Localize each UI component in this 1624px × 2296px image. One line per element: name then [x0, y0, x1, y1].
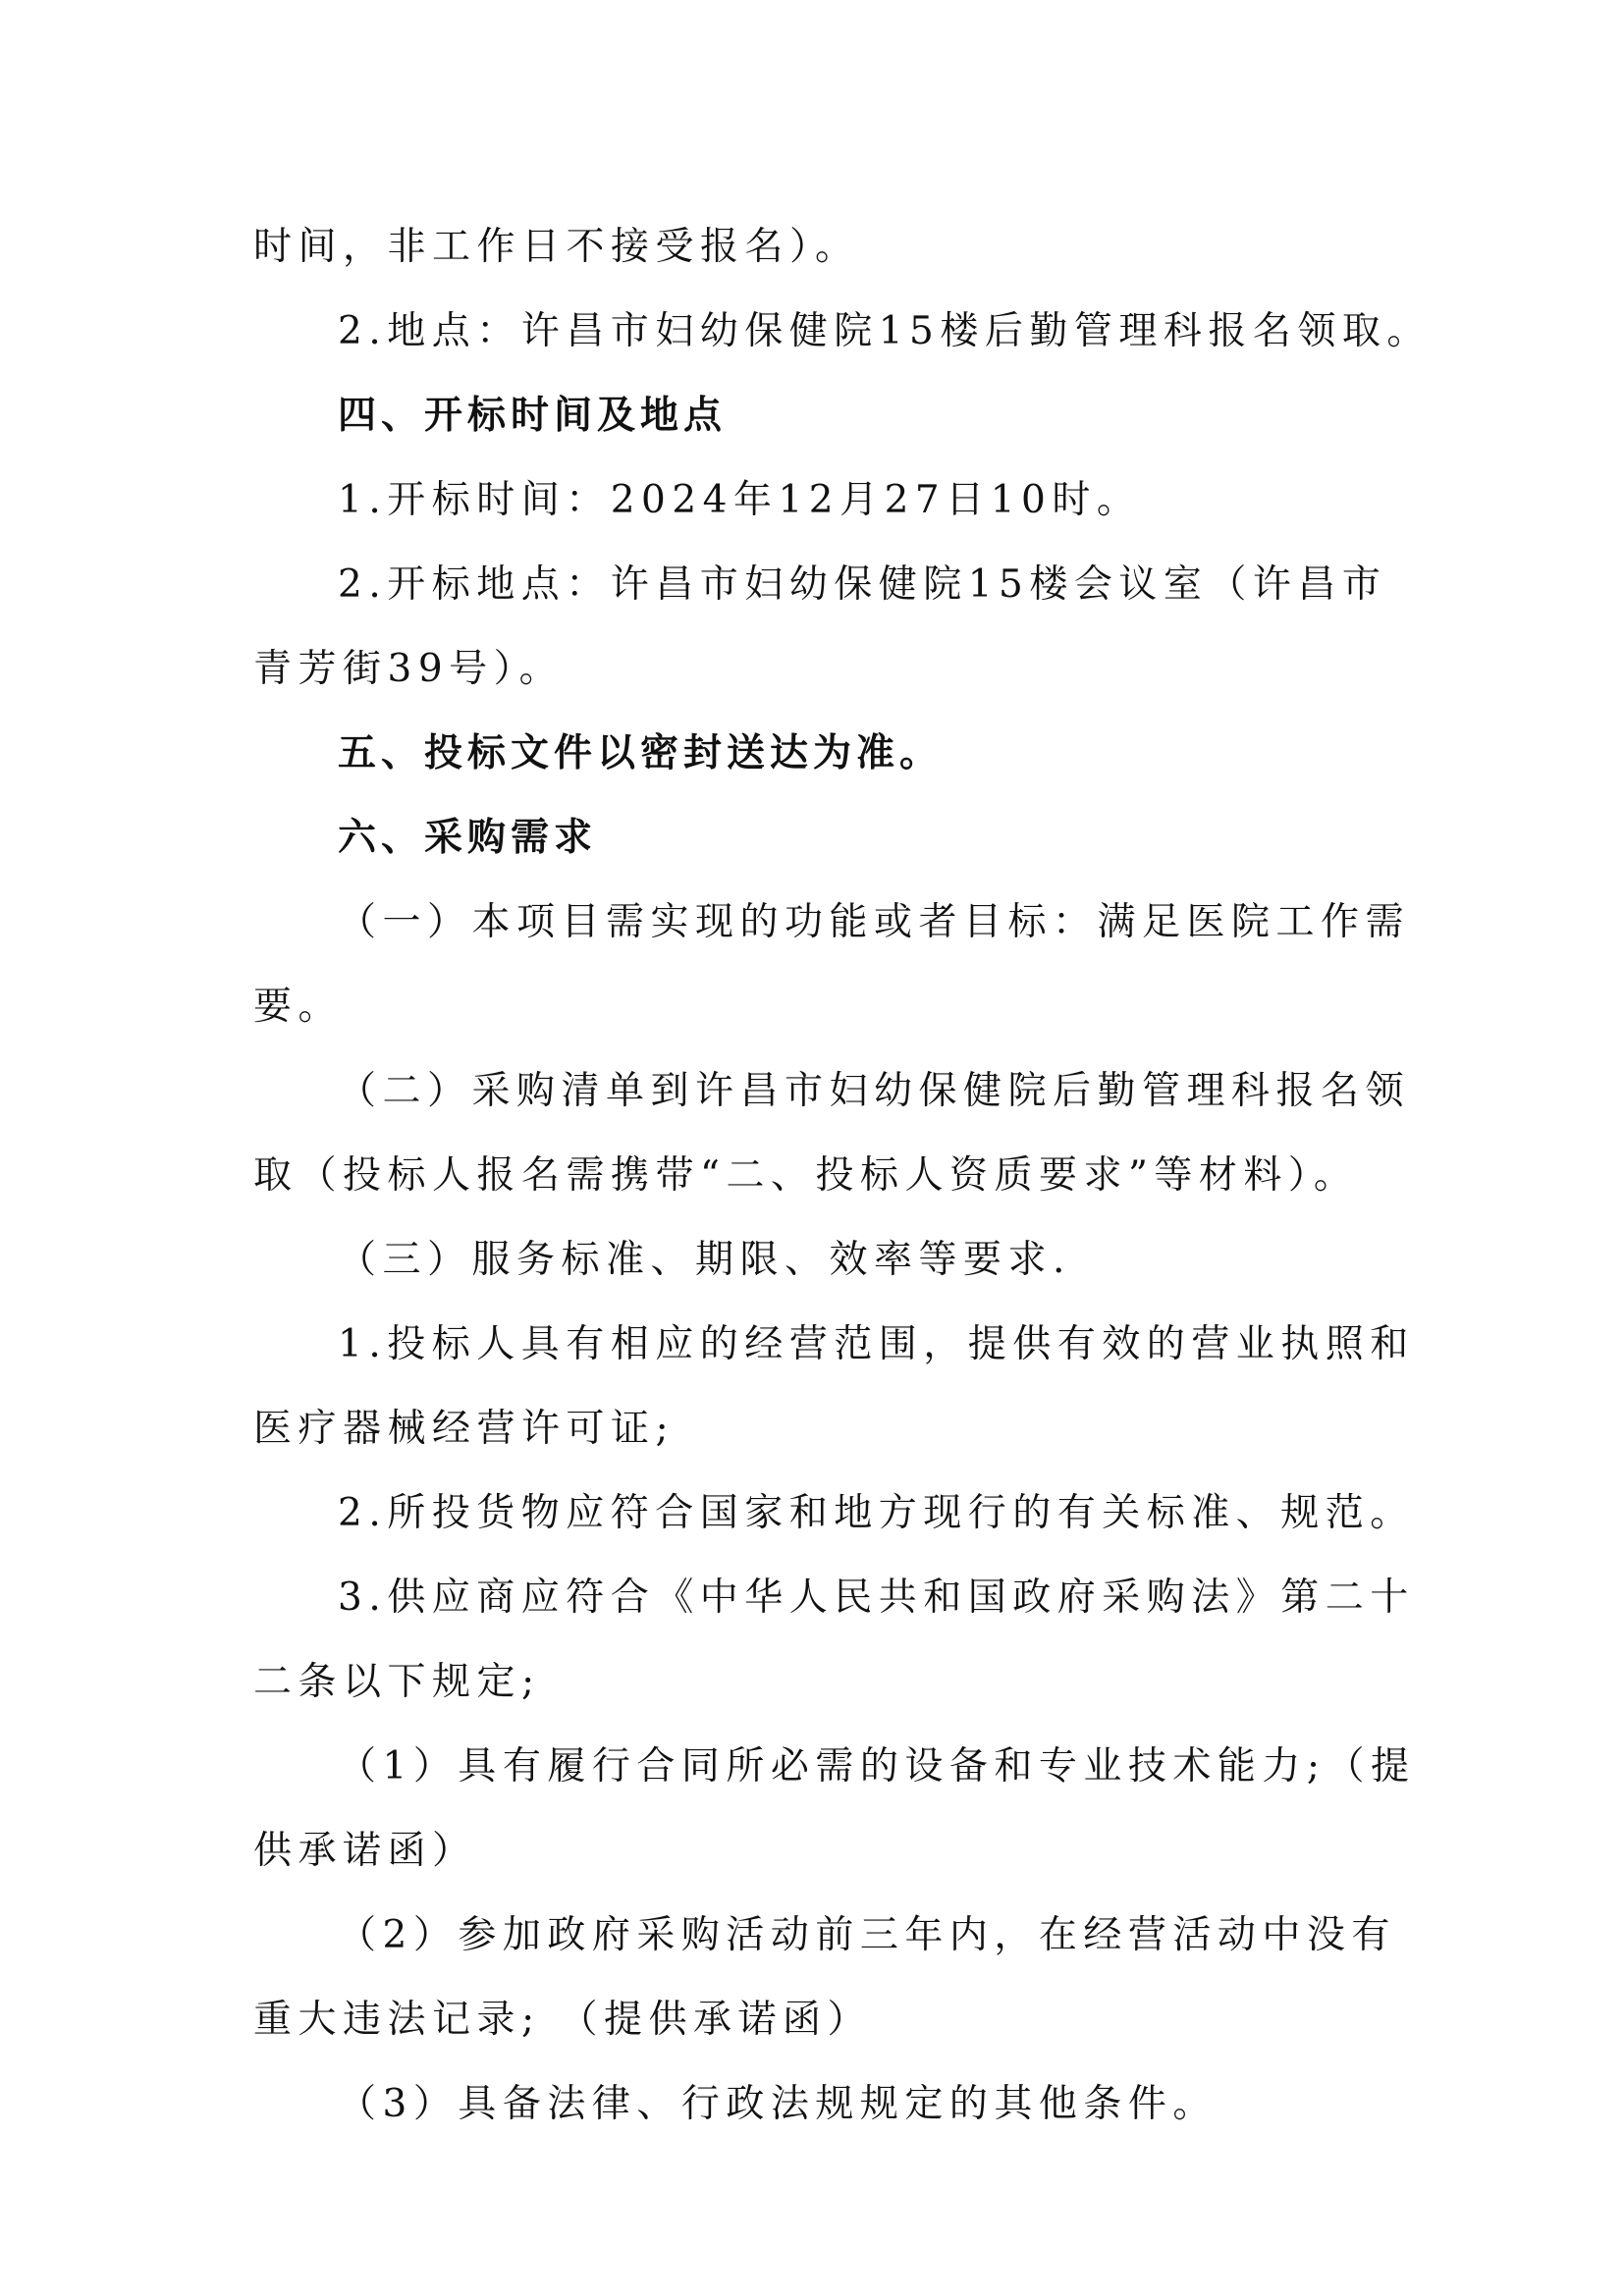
- text-line: 重大违法记录; （提供承诺函）: [253, 1998, 873, 2042]
- section-heading: 六、采购需求: [338, 816, 598, 860]
- text-line: 1.投标人具有相应的经营范围，提供有效的营业执照和: [338, 1322, 1415, 1366]
- text-line: 要。: [253, 985, 344, 1029]
- section-heading: 四、开标时间及地点: [338, 394, 728, 438]
- text-line: （二）采购清单到许昌市妇幼保健院后勤管理科报名领: [338, 1069, 1411, 1113]
- section-heading: 五、投标文件以密封送达为准。: [338, 731, 944, 775]
- text-line: 供承诺函）: [253, 1829, 477, 1873]
- text-line: （三）服务标准、期限、效率等要求.: [338, 1238, 1071, 1282]
- text-line: 3.供应商应符合《中华人民共和国政府采购法》第二十: [338, 1575, 1415, 1620]
- text-line: 时间，非工作日不接受报名）。: [253, 225, 860, 269]
- text-line: （一）本项目需实现的功能或者目标：满足医院工作需: [338, 900, 1411, 944]
- text-line: （3）具备法律、行政法规规定的其他条件。: [338, 2082, 1218, 2126]
- text-line: 2.所投货物应符合国家和地方现行的有关标准、规范。: [338, 1491, 1415, 1535]
- text-line: 医疗器械经营许可证;: [253, 1407, 676, 1451]
- text-line: （2）参加政府采购活动前三年内，在经营活动中没有: [338, 1913, 1396, 1957]
- text-line: 1.开标时间：2024年12月27日10时。: [338, 478, 1142, 522]
- text-line: 青芳街39号）。: [253, 647, 565, 691]
- text-line: （1）具有履行合同所必需的设备和专业技术能力;（提: [338, 1744, 1416, 1789]
- text-line: 2.地点：许昌市妇幼保健院15楼后勤管理科报名领取。: [338, 309, 1432, 353]
- text-line: 二条以下规定;: [253, 1660, 541, 1704]
- text-line: 取（投标人报名需携带“二、投标人资质要求”等材料）。: [253, 1153, 1359, 1198]
- text-line: 2.开标地点：许昌市妇幼保健院15楼会议室（许昌市: [338, 562, 1387, 607]
